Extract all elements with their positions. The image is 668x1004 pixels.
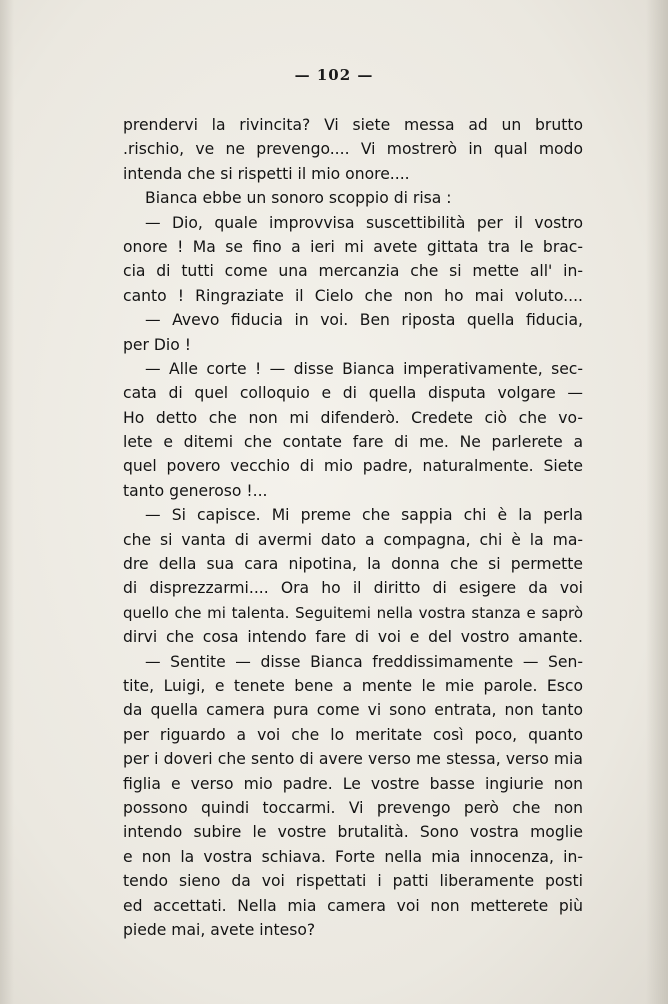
text-line: figlia e verso mio padre. Le vostre basse ingiurie non: [123, 774, 583, 793]
text-line: e non la vostra schiava. Forte nella mia innocenza, in-: [123, 847, 583, 866]
text-line: — Dio, quale improvvisa suscettibilità per il vostro: [145, 213, 583, 232]
text-line: tanto generoso !...: [123, 481, 268, 500]
text-line: .rischio, ve ne prevengo.... Vi mostrerò in qual modo: [123, 140, 583, 159]
text-line: ed accettati. Nella mia camera voi non metterete più: [123, 896, 583, 915]
text-line: tite, Luigi, e tenete bene a mente le mie parole. Esco: [123, 676, 583, 695]
text-line: Bianca ebbe un sonoro scoppio di risa :: [145, 189, 452, 208]
text-line: che si vanta di avermi dato a compagna, chi è la ma-: [123, 530, 583, 549]
text-line: quello che mi talenta. Seguitemi nella vostra stanza e saprò: [123, 603, 583, 622]
text-line: — Alle corte ! — disse Bianca imperativamente, sec-: [145, 359, 583, 378]
page-shadow-left: [0, 0, 14, 1004]
text-line: lete e ditemi che contate fare di me. Ne parlerete a: [123, 433, 583, 452]
text-line: dre della sua cara nipotina, la donna che si permette: [123, 555, 583, 574]
text-line: canto ! Ringraziate il Cielo che non ho mai voluto....: [123, 286, 583, 305]
page-shadow-right: [646, 0, 668, 1004]
text-line: cata di quel colloquio e di quella disputa volgare —: [123, 384, 583, 403]
text-line: per riguardo a voi che lo meritate così poco, quanto: [123, 725, 583, 744]
text-line: di disprezzarmi.... Ora ho il diritto di esigere da voi: [123, 579, 583, 598]
body-text: [123, 113, 583, 942]
text-line: cia di tutti come una mercanzia che si mette all' in-: [123, 262, 583, 281]
text-line: Ho detto che non mi difenderò. Credete ciò che vo-: [123, 408, 583, 427]
text-line: per i doveri che sento di avere verso me stessa, verso mia: [123, 750, 583, 769]
text-line: tendo sieno da voi rispettati i patti liberamente posti: [123, 872, 583, 891]
page-number: — 102 —: [294, 66, 374, 84]
text-line: intenda che si rispetti il mio onore....: [123, 164, 410, 183]
text-line: — Si capisce. Mi preme che sappia chi è la perla: [145, 506, 583, 525]
text-line: onore ! Ma se fino a ieri mi avete gittata tra le brac-: [123, 237, 583, 256]
text-line: quel povero vecchio di mio padre, naturalmente. Siete: [123, 457, 583, 476]
text-line: piede mai, avete inteso?: [123, 920, 316, 939]
text-line: — Avevo fiducia in voi. Ben riposta quella fiducia,: [145, 311, 583, 330]
text-line: prendervi la rivincita? Vi siete messa ad un brutto: [123, 116, 583, 134]
text-line: per Dio !: [123, 335, 191, 354]
text-line: possono quindi toccarmi. Vi prevengo però che non: [123, 798, 583, 817]
text-line: — Sentite — disse Bianca freddissimamente — Sen-: [145, 652, 583, 671]
text-line: intendo subire le vostre brutalità. Sono vostra moglie: [123, 823, 583, 842]
text-line: dirvi che cosa intendo fare di voi e del vostro amante.: [123, 628, 583, 647]
text-line: da quella camera pura come vi sono entrata, non tanto: [123, 701, 583, 720]
